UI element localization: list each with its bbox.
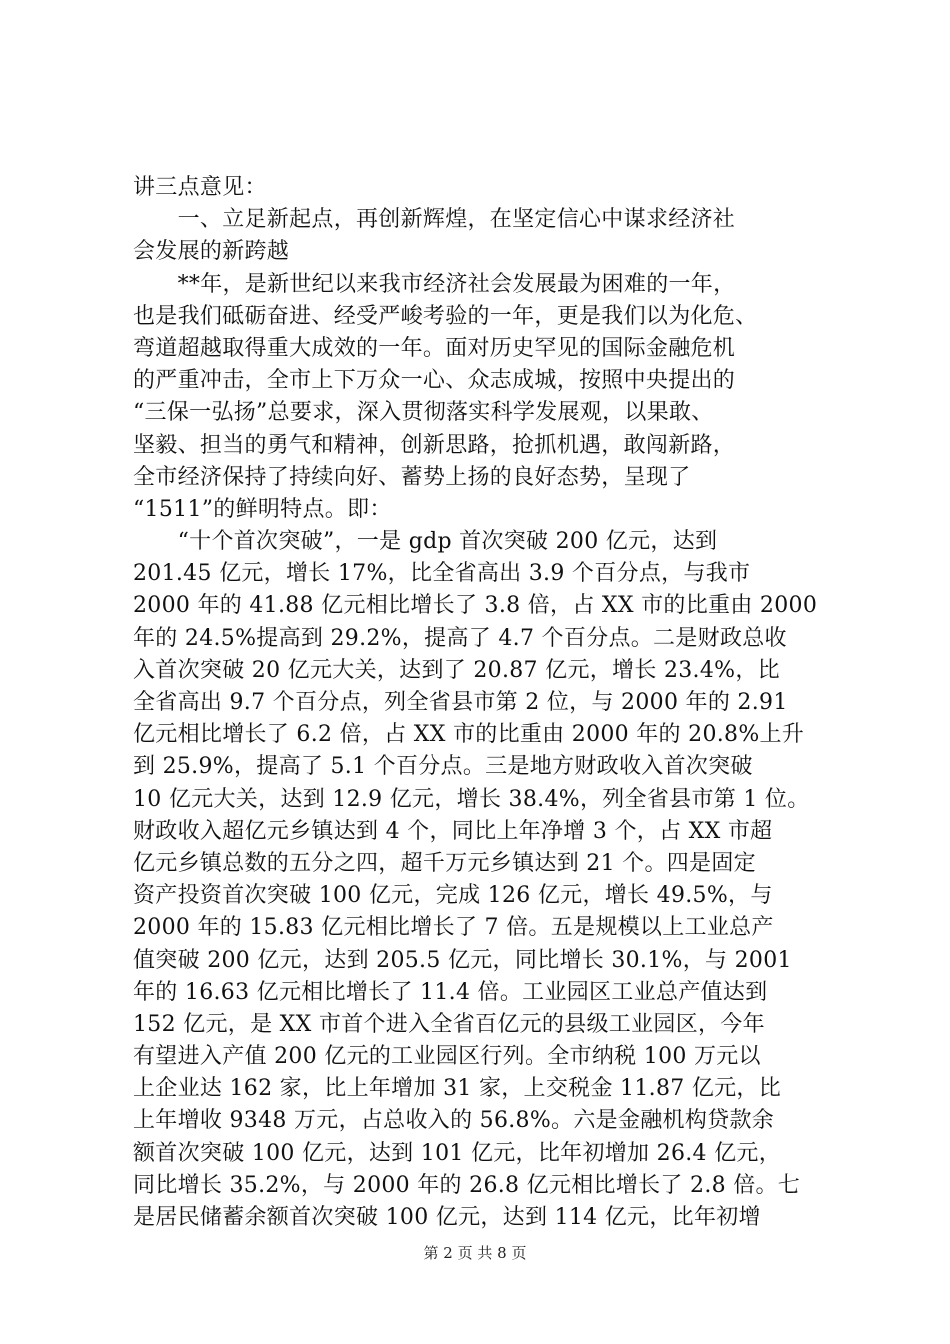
text-line: 全省高出 9.7 个百分点，列全省县市第 2 位，与 2000 年的 2.91 <box>133 690 788 715</box>
text-line: 10 亿元大关，达到 12.9 亿元，增长 38.4%，列全省县市第 1 位。 <box>133 786 810 812</box>
text-line: 2000 年的 15.83 亿元相比增长了 7 倍。五是规模以上工业总产 <box>133 915 774 941</box>
text-line: 是居民储蓄余额首次突破 100 亿元，达到 114 亿元，比年初增 <box>133 1205 761 1230</box>
text-line: 亿元相比增长了 6.2 倍，占 XX 市的比重由 2000 年的 20.8%上升 <box>133 722 805 748</box>
text-line: “十个首次突破”，一是 gdp 首次突破 200 亿元，达到 <box>133 529 718 555</box>
text-line: “1511”的鲜明特点。即： <box>133 496 392 522</box>
text-line: 讲三点意见： <box>133 175 267 200</box>
text-line: 全市经济保持了持续向好、蓄势上扬的良好态势，呈现了 <box>133 464 691 490</box>
text-line: 会发展的新跨越 <box>133 239 290 265</box>
text-line: 同比增长 35.2%，与 2000 年的 26.8 亿元相比增长了 2.8 倍。七 <box>133 1172 801 1198</box>
text-line: 年的 24.5%提高到 29.2%，提高了 4.7 个百分点。二是财政总收 <box>133 625 787 651</box>
text-line: 亿元乡镇总数的五分之四，超千万元乡镇达到 21 个。四是固定 <box>133 850 756 876</box>
text-line: 值突破 200 亿元，达到 205.5 亿元，同比增长 30.1%，与 2001 <box>133 947 792 973</box>
page-footer: 第 2 页 共 8 页 <box>423 1244 527 1262</box>
text-line: 入首次突破 20 亿元大关，达到了 20.87 亿元，增长 23.4%，比 <box>133 657 780 683</box>
text-line: 额首次突破 100 亿元，达到 101 亿元，比年初增加 26.4 亿元， <box>133 1140 782 1166</box>
text-line: **年，是新世纪以来我市经济社会发展最为困难的一年， <box>133 271 736 297</box>
text-line: 一、立足新起点，再创新辉煌，在坚定信心中谋求经济社 <box>133 207 736 233</box>
text-line: 弯道超越取得重大成效的一年。面对历史罕见的国际金融危机 <box>133 335 736 361</box>
text-line: 年的 16.63 亿元相比增长了 11.4 倍。工业园区工业总产值达到 <box>133 979 768 1005</box>
text-line: 2000 年的 41.88 亿元相比增长了 3.8 倍，占 XX 市的比重由 2000 <box>133 593 818 619</box>
text-line: 的严重冲击，全市上下万众一心、众志成城，按照中央提出的 <box>133 368 736 394</box>
text-line: 上企业达 162 家，比上年增加 31 家，上交税金 11.87 亿元，比 <box>133 1076 782 1102</box>
text-line: 201.45 亿元，增长 17%，比全省高出 3.9 个百分点，与我市 <box>133 561 751 587</box>
text-line: 到 25.9%，提高了 5.1 个百分点。三是地方财政收入首次突破 <box>133 754 753 780</box>
text-line: 财政收入超亿元乡镇达到 4 个，同比上年净增 3 个，占 XX 市超 <box>133 818 773 844</box>
text-line: 坚毅、担当的勇气和精神，创新思路，抢抓机遇，敢闯新路， <box>133 432 736 458</box>
text-line: “三保一弘扬”总要求，深入贯彻落实科学发展观，以果敢、 <box>133 400 714 426</box>
text-line: 上年增收 9348 万元，占总收入的 56.8%。六是金融机构贷款余 <box>133 1108 775 1134</box>
text-line: 资产投资首次突破 100 亿元，完成 126 亿元，增长 49.5%，与 <box>133 883 773 909</box>
document-body <box>133 172 833 1234</box>
text-line: 也是我们砥砺奋进、经受严峻考验的一年，更是我们以为化危、 <box>133 303 758 329</box>
text-line: 有望进入产值 200 亿元的工业园区行列。全市纳税 100 万元以 <box>133 1044 761 1070</box>
text-line: 152 亿元，是 XX 市首个进入全省百亿元的县级工业园区，今年 <box>133 1011 765 1037</box>
